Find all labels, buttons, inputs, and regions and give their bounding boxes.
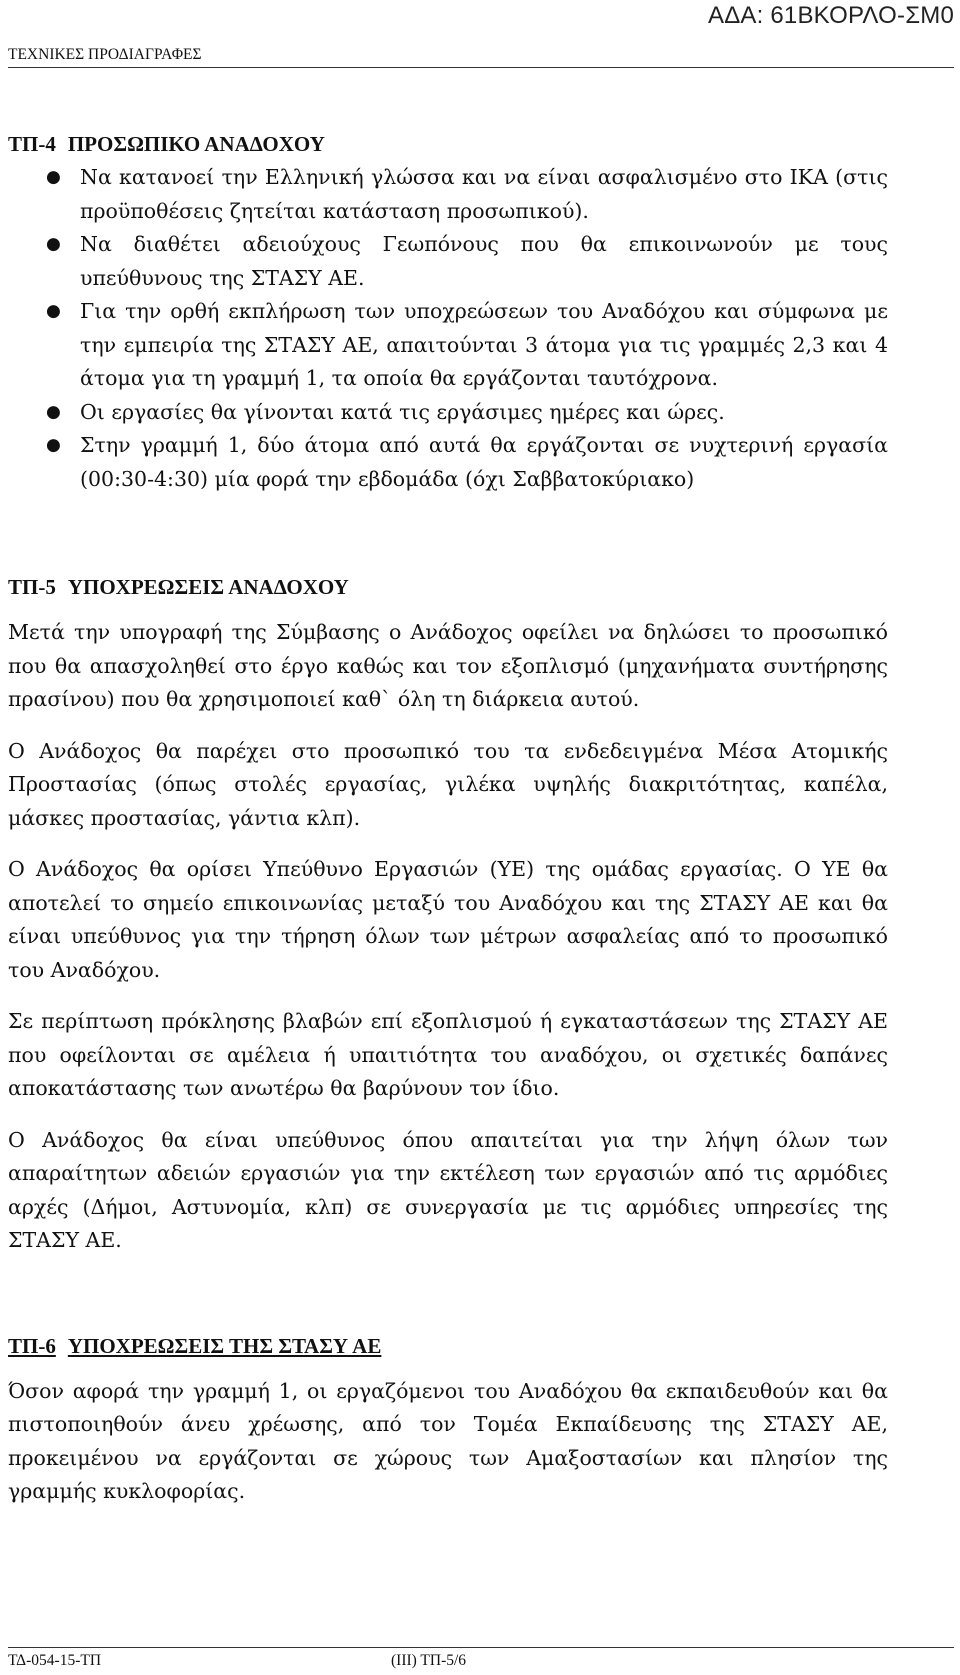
list-item: ● Να κατανοεί την Ελληνική γλώσσα και να είναι ασφαλισμένο στο ΙΚΑ (στις προϋποθέσεις ζητείται κατάσταση προσωπικού).	[8, 161, 888, 228]
section-number: ΤΠ-5	[8, 575, 56, 599]
footer-page-number: (ΙΙΙ) ΤΠ-5/6	[391, 1652, 467, 1669]
section-title: ΥΠΟΧΡΕΩΣΕΙΣ ΑΝΑΔΟΧΟΥ	[67, 575, 349, 599]
ada-code: ΑΔΑ: 61ΒΚΟΡΛΟ-ΣΜ0	[707, 2, 954, 29]
section-number: ΤΠ-4	[8, 132, 56, 156]
page-body	[8, 128, 888, 1509]
paragraph: Σε περίπτωση πρόκλησης βλαβών επί εξοπλισμού ή εγκαταστάσεων της ΣΤΑΣΥ ΑΕ που οφείλονται σε αμέλεια ή υπαιτιότητα του αναδόχου, οι σχετικές δαπάνες αποκατάστασης των ανωτέρω θα βαρύνουν τον ίδιο.	[8, 1009, 888, 1100]
bullet-icon: ●	[46, 401, 61, 422]
list-item: ● Οι εργασίες θα γίνονται κατά τις εργάσιμες ημέρες και ώρες.	[8, 396, 888, 430]
paragraph: Ο Ανάδοχος θα είναι υπεύθυνος όπου απαιτείται για την λήψη όλων των απαραίτητων αδειών εργασιών για την εκτέλεση των εργασιών από τις αρμόδιες αρχές (Δήμοι, Αστυνομία, κλπ) σε συνεργασία με τις αρμόδιες υπηρεσίες της ΣΤΑΣΥ ΑΕ.	[8, 1127, 888, 1252]
section-number: ΤΠ-6	[8, 1333, 56, 1358]
spacer	[8, 1258, 888, 1330]
paragraph: Ο Ανάδοχος θα παρέχει στο προσωπικό του τα ενδεδειγμένα Μέσα Ατομικής Προστασίας (όπως στολές εργασίας, γιλέκα υψηλής διακριτότητας, καπέλα, μάσκες προστασίας, γάντια κλπ).	[8, 738, 888, 830]
list-item: ● Για την ορθή εκπλήρωση των υποχρεώσεων του Αναδόχου και σύμφωνα με την εμπειρία της ΣΤΑΣΥ ΑΕ, απαιτούνται 3 άτομα για τις γραμμές 2,3 και 4 άτομα για τη γραμμή 1, τα οποία θα εργάζονται ταυτόχρονα.	[8, 295, 888, 396]
bullet-icon: ●	[46, 301, 61, 321]
bullet-icon: ●	[46, 167, 61, 187]
running-header	[8, 46, 954, 68]
spacer	[8, 496, 888, 571]
bullet-list	[8, 161, 888, 496]
section-heading-tp4	[8, 128, 888, 161]
footer-doc-code: ΤΔ-054-15-ΤΠ	[8, 1652, 102, 1669]
section-heading-tp6	[8, 1330, 888, 1363]
section-title: ΥΠΟΧΡΕΩΣΕΙΣ ΤΗΣ ΣΤΑΣΥ ΑΕ	[67, 1333, 382, 1358]
document-title: ΤΕΧΝΙΚΕΣ ΠΡΟΔΙΑΓΡΑΦΕΣ	[8, 46, 202, 63]
paragraph: Όσον αφορά την γραμμή 1, οι εργαζόμενοι του Αναδόχου θα εκπαιδευθούν και θα πιστοποιηθούν άνευ χρέωσης, από τον Τομέα Εκπαίδευσης της ΣΤΑΣΥ ΑΕ, προκειμένου να εργάζονται σε χώρους των Αμαξοστασίων και πλησίον της γραμμής κυκλοφορίας.	[8, 1378, 888, 1503]
section-title: ΠΡΟΣΩΠΙΚΟ ΑΝΑΔΟΧΟΥ	[67, 132, 325, 156]
list-item: ● Να διαθέτει αδειούχους Γεωπόνους που θα επικοινωνούν με τους υπεύθυνους της ΣΤΑΣΥ ΑΕ.	[8, 228, 888, 295]
paragraph: Μετά την υπογραφή της Σύμβασης ο Ανάδοχος οφείλει να δηλώσει το προσωπικό που θα απασχοληθεί στο έργο καθώς και τον εξοπλισμό (μηχανήματα συντήρησης πρασίνου) που θα χρησιμοποιεί καθ` όλη τη διάρκεια αυτού.	[8, 620, 888, 711]
bullet-icon: ●	[46, 234, 61, 254]
paragraph: Ο Ανάδοχος θα ορίσει Υπεύθυνο Εργασιών (ΥΕ) της ομάδας εργασίας. Ο ΥΕ θα αποτελεί το σημείο επικοινωνίας μεταξύ του Αναδόχου και της ΣΤΑΣΥ ΑΕ και θα είναι υπεύθυνος για την τήρηση όλων των μέτρων ασφαλείας από το προσωπικό του Αναδόχου.	[8, 857, 888, 982]
list-item: ● Στην γραμμή 1, δύο άτομα από αυτά θα εργάζονται σε νυχτερινή εργασία (00:30-4:30) μία φορά την εβδομάδα (όχι Σαββατοκύριακο)	[8, 429, 888, 496]
bullet-icon: ●	[46, 435, 61, 455]
section-heading-tp5	[8, 571, 888, 604]
running-footer	[8, 1647, 954, 1669]
